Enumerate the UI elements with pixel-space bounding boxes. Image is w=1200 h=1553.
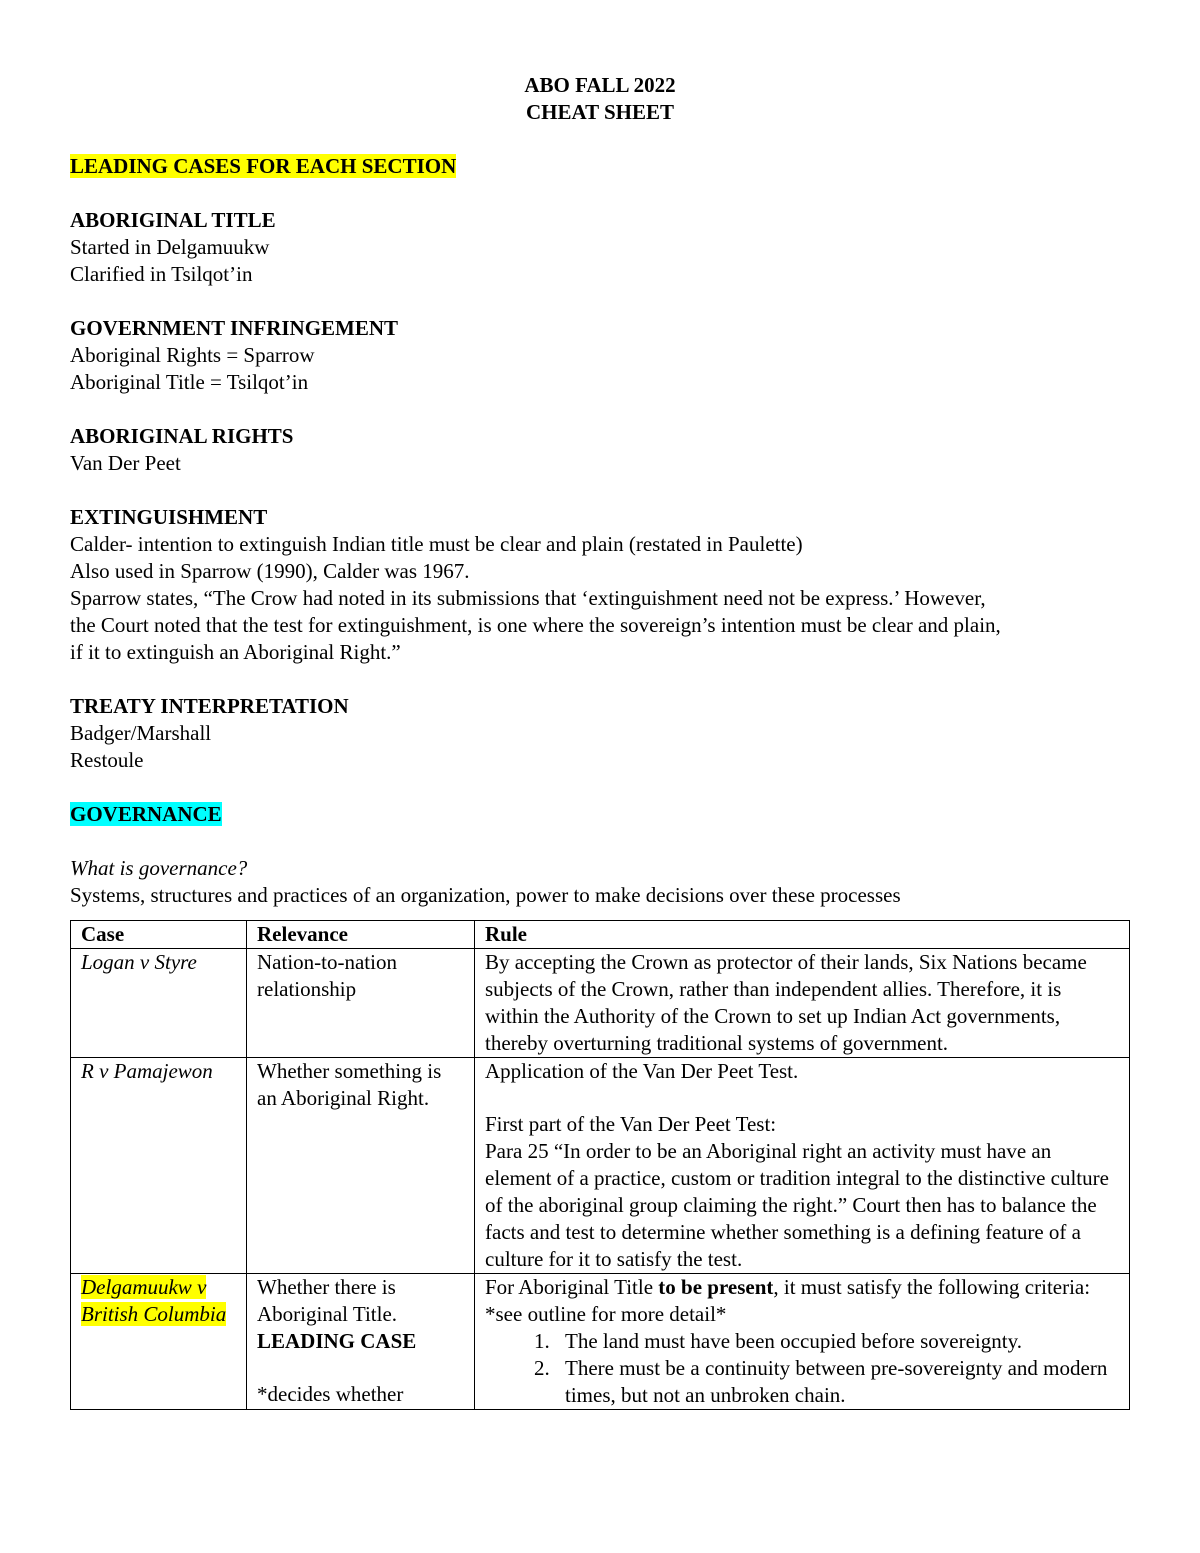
aboriginal-title-heading: ABORIGINAL TITLE xyxy=(70,208,276,232)
case-cell: Logan v Styre xyxy=(71,949,247,1058)
government-infringement-line: Aboriginal Title = Tsilqot’in xyxy=(70,370,309,394)
document-page xyxy=(70,72,1130,1410)
extinguishment-line: the Court noted that the test for extinguishment, is one where the sovereign’s intention must be clear and plain, xyxy=(70,613,1001,637)
aboriginal-title-line: Clarified in Tsilqot’in xyxy=(70,262,253,286)
treaty-interpretation-heading: TREATY INTERPRETATION xyxy=(70,694,349,718)
rule-subheading: First part of the Van Der Peet Test: xyxy=(485,1112,777,1136)
doc-title-line1: ABO FALL 2022 xyxy=(524,73,676,97)
case-cell: R v Pamajewon xyxy=(71,1058,247,1274)
extinguishment-line: Also used in Sparrow (1990), Calder was 1967. xyxy=(70,559,470,583)
rule-cell xyxy=(475,1274,1130,1410)
aboriginal-rights-line: Van Der Peet xyxy=(70,451,181,475)
governance-heading-text: GOVERNANCE xyxy=(70,802,222,826)
treaty-interpretation-line: Restoule xyxy=(70,748,144,772)
rule-body: Para 25 “In order to be an Aboriginal right an activity must have an element of a practice, custom or tradition integral to the distinctive culture of the aboriginal group claiming the right.” Court then has to balance the facts and test to determine whether something is a defining feature of a culture for it to satisfy the test. xyxy=(485,1139,1109,1271)
extinguishment-heading: EXTINGUISHMENT xyxy=(70,505,268,529)
extinguishment-line: Calder- intention to extinguish Indian title must be clear and plain (restated in Paulette) xyxy=(70,532,803,556)
leading-cases-heading xyxy=(70,153,1130,180)
relevance-cell: Whether something is an Aboriginal Right. xyxy=(247,1058,475,1274)
table-row xyxy=(71,1058,1130,1274)
relevance-note: *decides whether xyxy=(257,1382,404,1406)
criteria-item: 1. The land must have been occupied before sovereignty. xyxy=(555,1328,1119,1355)
criteria-list xyxy=(485,1328,1119,1409)
rule-bold: to be present xyxy=(658,1275,774,1299)
rule-post: , it must satisfy the following criteria: *see outline for more detail* xyxy=(485,1275,1091,1326)
table-row xyxy=(71,949,1130,1058)
governance-cases-table xyxy=(70,920,1130,1410)
governance-heading xyxy=(70,801,1130,828)
case-name-highlighted: Delgamuukw v British Columbia xyxy=(81,1275,227,1326)
rule-intro: Application of the Van Der Peet Test. xyxy=(485,1059,799,1083)
extinguishment-line: Sparrow states, “The Crow had noted in its submissions that ‘extinguishment need not be express.’ However, xyxy=(70,586,986,610)
case-cell xyxy=(71,1274,247,1410)
relevance-cell xyxy=(247,1274,475,1410)
column-header-case: Case xyxy=(71,921,247,949)
rule-criteria-intro xyxy=(485,1274,1119,1328)
aboriginal-title-line: Started in Delgamuukw xyxy=(70,235,270,259)
column-header-relevance: Relevance xyxy=(247,921,475,949)
table-row xyxy=(71,1274,1130,1410)
doc-title-line2: CHEAT SHEET xyxy=(525,100,675,124)
leading-case-label: LEADING CASE xyxy=(257,1329,417,1353)
governance-answer: Systems, structures and practices of an organization, power to make decisions over these processes xyxy=(70,883,901,907)
government-infringement-heading: GOVERNMENT INFRINGEMENT xyxy=(70,316,399,340)
governance-question: What is governance? xyxy=(70,856,248,880)
treaty-interpretation-line: Badger/Marshall xyxy=(70,721,212,745)
table-header-row xyxy=(71,921,1130,949)
rule-cell xyxy=(475,1058,1130,1274)
criteria-item: 2. There must be a continuity between pre-sovereignty and modern times, but not an unbroken chain. xyxy=(555,1355,1119,1409)
aboriginal-rights-heading: ABORIGINAL RIGHTS xyxy=(70,424,294,448)
column-header-rule: Rule xyxy=(475,921,1130,949)
extinguishment-line: if it to extinguish an Aboriginal Right.” xyxy=(70,640,401,664)
relevance-cell: Nation-to-nation relationship xyxy=(247,949,475,1058)
rule-pre: For Aboriginal Title xyxy=(485,1275,659,1299)
leading-cases-heading-text: LEADING CASES FOR EACH SECTION xyxy=(70,154,457,178)
rule-cell: By accepting the Crown as protector of their lands, Six Nations became subjects of the Crown, rather than independent allies. Therefore, it is within the Authority of the Crown to set up Indian Act governments, thereby overturning traditional systems of government. xyxy=(475,949,1130,1058)
government-infringement-line: Aboriginal Rights = Sparrow xyxy=(70,343,315,367)
relevance-text: Whether there is Aboriginal Title. xyxy=(257,1275,398,1326)
